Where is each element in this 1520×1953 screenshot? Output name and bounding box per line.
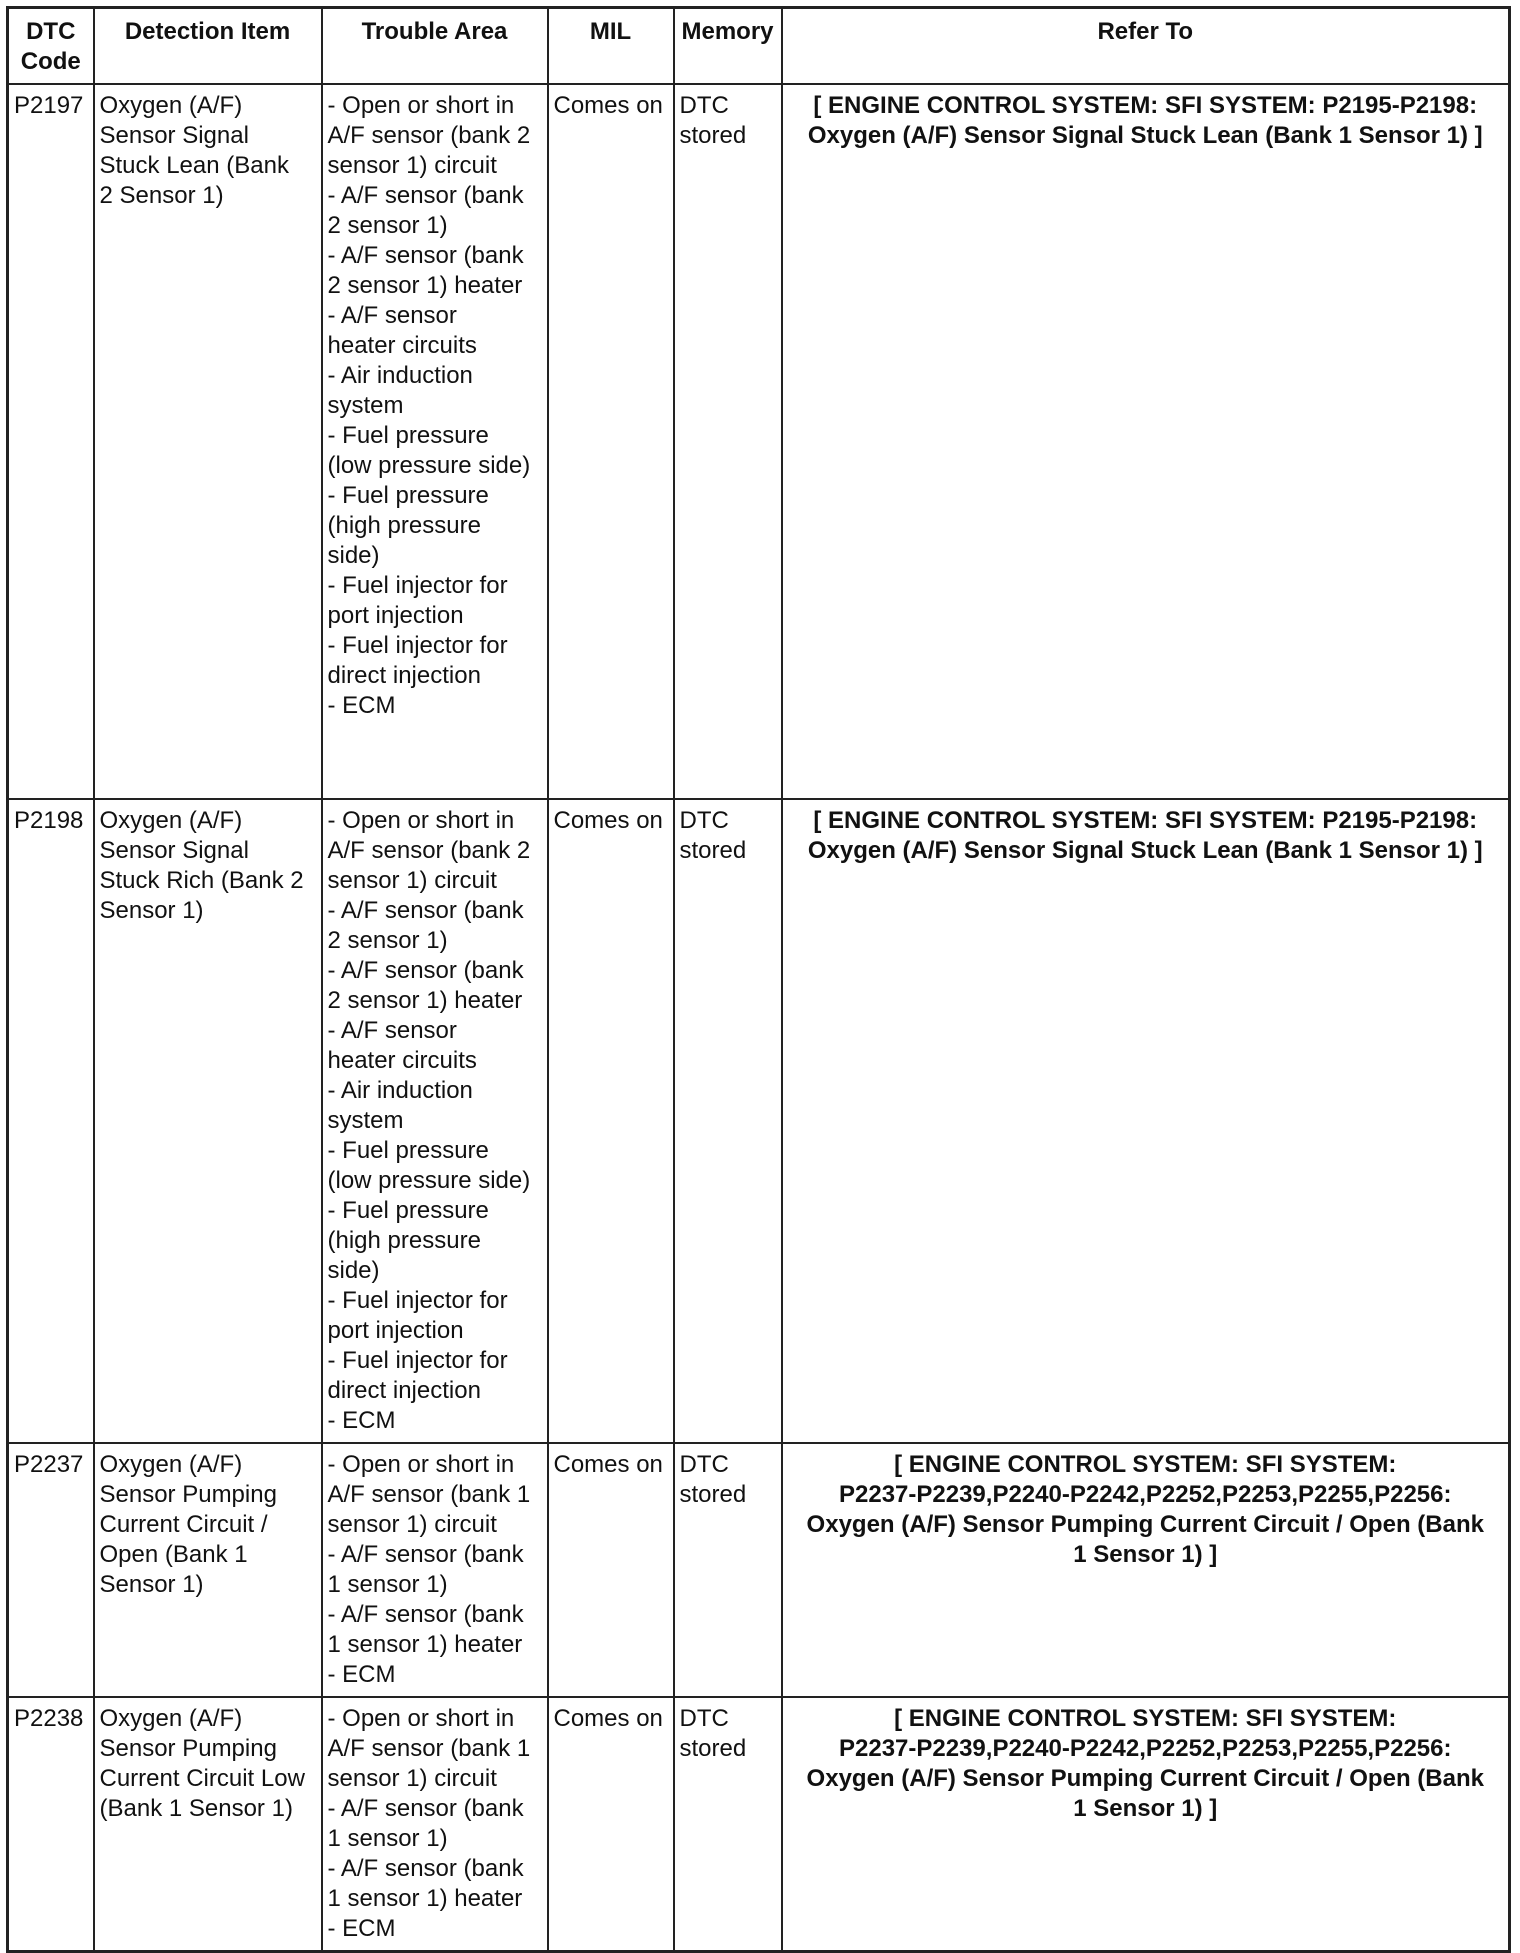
header-dtc-code-line: DTC (26, 18, 76, 45)
trouble-area-line: (low pressure side) (327, 452, 531, 479)
trouble-area-line: - Open or short in (327, 92, 515, 119)
trouble-area-line: port injection (327, 1317, 464, 1344)
trouble-area-cell (322, 799, 548, 1443)
header-dtc-code-line: Code (20, 48, 81, 75)
trouble-area-line: - Fuel pressure (327, 1197, 489, 1224)
table-row (8, 799, 1510, 1443)
detection-item-cell (94, 84, 322, 799)
memory-line: stored (679, 122, 747, 149)
trouble-area-line: - A/F sensor (bank (327, 1601, 524, 1628)
trouble-area-line: port injection (327, 602, 464, 629)
trouble-area-line: heater circuits (327, 332, 477, 359)
trouble-area-line: A/F sensor (bank 2 (327, 122, 531, 149)
trouble-area-line: sensor 1) circuit (327, 152, 497, 179)
refer-to-line: 1 Sensor 1) ] (1073, 1541, 1218, 1568)
memory-cell (674, 84, 782, 799)
trouble-area-line: side) (327, 1257, 380, 1284)
trouble-area-line: (high pressure (327, 512, 481, 539)
refer-to-line: Oxygen (A/F) Sensor Signal Stuck Lean (Bank 1 Sensor 1) ] (807, 837, 1483, 864)
header-dtc-code (8, 8, 94, 85)
trouble-area-line: heater circuits (327, 1047, 477, 1074)
dtc-code-cell: P2198 (8, 799, 94, 1443)
detection-item-line: Current Circuit Low (99, 1765, 305, 1792)
memory-line: DTC (679, 807, 729, 834)
trouble-area-line: 1 sensor 1) (327, 1571, 448, 1598)
refer-to-link[interactable] (782, 1443, 1510, 1697)
header-refer-to: Refer To (782, 8, 1510, 85)
table-row (8, 84, 1510, 799)
trouble-area-line: direct injection (327, 1377, 481, 1404)
trouble-area-line: A/F sensor (bank 2 (327, 837, 531, 864)
header-memory: Memory (674, 8, 782, 85)
refer-to-link[interactable] (782, 84, 1510, 799)
trouble-area-line: sensor 1) circuit (327, 1511, 497, 1538)
trouble-area-line: - Fuel pressure (327, 1137, 489, 1164)
memory-cell (674, 1697, 782, 1952)
trouble-area-line: - A/F sensor (bank (327, 897, 524, 924)
trouble-area-cell (322, 84, 548, 799)
dtc-code-cell: P2237 (8, 1443, 94, 1697)
detection-item-line: 2 Sensor 1) (99, 182, 224, 209)
trouble-area-line: 2 sensor 1) (327, 212, 448, 239)
refer-to-link[interactable] (782, 799, 1510, 1443)
dtc-code-cell: P2238 (8, 1697, 94, 1952)
trouble-area-line: - A/F sensor (bank (327, 1541, 524, 1568)
detection-item-line: Oxygen (A/F) (99, 807, 243, 834)
trouble-area-line: - Open or short in (327, 1705, 515, 1732)
header-detection-item: Detection Item (94, 8, 322, 85)
refer-to-line: Oxygen (A/F) Sensor Pumping Current Circuit / Open (Bank (806, 1511, 1484, 1538)
refer-to-line: P2237-P2239,P2240-P2242,P2252,P2253,P2255,P2256: (838, 1481, 1452, 1508)
refer-to-link[interactable] (782, 1697, 1510, 1952)
refer-to-line: [ ENGINE CONTROL SYSTEM: SFI SYSTEM: (894, 1705, 1397, 1732)
header-mil: MIL (548, 8, 674, 85)
detection-item-line: Oxygen (A/F) (99, 92, 243, 119)
memory-cell (674, 1443, 782, 1697)
trouble-area-line: A/F sensor (bank 1 (327, 1735, 531, 1762)
memory-line: stored (679, 1481, 747, 1508)
mil-cell: Comes on (548, 1443, 674, 1697)
memory-line: DTC (679, 1451, 729, 1478)
trouble-area-line: - ECM (327, 1407, 396, 1434)
refer-to-line: [ ENGINE CONTROL SYSTEM: SFI SYSTEM: P2195-P2198: (813, 807, 1478, 834)
detection-item-line: Sensor 1) (99, 1571, 204, 1598)
trouble-area-line: - Open or short in (327, 1451, 515, 1478)
table-row (8, 1443, 1510, 1697)
trouble-area-line: - A/F sensor (bank (327, 242, 524, 269)
detection-item-line: Current Circuit / (99, 1511, 268, 1538)
trouble-area-line: system (327, 1107, 404, 1134)
trouble-area-line: - Fuel pressure (327, 422, 489, 449)
trouble-area-line: (high pressure (327, 1227, 481, 1254)
trouble-area-line: 2 sensor 1) heater (327, 272, 523, 299)
trouble-area-line: side) (327, 542, 380, 569)
detection-item-line: (Bank 1 Sensor 1) (99, 1795, 293, 1822)
refer-to-line: [ ENGINE CONTROL SYSTEM: SFI SYSTEM: P2195-P2198: (813, 92, 1478, 119)
trouble-area-line: (low pressure side) (327, 1167, 531, 1194)
memory-line: stored (679, 837, 747, 864)
refer-to-line: P2237-P2239,P2240-P2242,P2252,P2253,P2255,P2256: (838, 1735, 1452, 1762)
trouble-area-line: - A/F sensor (bank (327, 182, 524, 209)
trouble-area-line: A/F sensor (bank 1 (327, 1481, 531, 1508)
detection-item-line: Sensor Pumping (99, 1481, 277, 1508)
detection-item-line: Stuck Lean (Bank (99, 152, 289, 179)
trouble-area-line: - Open or short in (327, 807, 515, 834)
trouble-area-line: - A/F sensor (bank (327, 957, 524, 984)
detection-item-line: Sensor Signal (99, 837, 249, 864)
trouble-area-line: - Fuel injector for (327, 1347, 508, 1374)
mil-cell: Comes on (548, 1697, 674, 1952)
refer-to-line: Oxygen (A/F) Sensor Signal Stuck Lean (Bank 1 Sensor 1) ] (807, 122, 1483, 149)
trouble-area-line: sensor 1) circuit (327, 867, 497, 894)
trouble-area-line: - Fuel injector for (327, 572, 508, 599)
trouble-area-line: - A/F sensor (327, 302, 457, 329)
detection-item-line: Open (Bank 1 (99, 1541, 248, 1568)
header-row (8, 8, 1510, 85)
detection-item-cell (94, 1443, 322, 1697)
trouble-area-line: - A/F sensor (bank (327, 1795, 524, 1822)
mil-cell: Comes on (548, 799, 674, 1443)
dtc-code-cell: P2197 (8, 84, 94, 799)
trouble-area-line: - Air induction (327, 362, 473, 389)
trouble-area-line: - A/F sensor (bank (327, 1855, 524, 1882)
memory-line: DTC (679, 1705, 729, 1732)
detection-item-line: Sensor Signal (99, 122, 249, 149)
detection-item-line: Oxygen (A/F) (99, 1705, 243, 1732)
header-trouble-area: Trouble Area (322, 8, 548, 85)
trouble-area-line: - ECM (327, 692, 396, 719)
trouble-area-line: 1 sensor 1) (327, 1825, 448, 1852)
detection-item-cell (94, 799, 322, 1443)
trouble-area-cell (322, 1443, 548, 1697)
memory-line: stored (679, 1735, 747, 1762)
detection-item-line: Oxygen (A/F) (99, 1451, 243, 1478)
trouble-area-line: 1 sensor 1) heater (327, 1631, 523, 1658)
mil-cell: Comes on (548, 84, 674, 799)
trouble-area-line: - Fuel injector for (327, 632, 508, 659)
trouble-area-line: sensor 1) circuit (327, 1765, 497, 1792)
trouble-area-line: - Air induction (327, 1077, 473, 1104)
trouble-area-line: 2 sensor 1) (327, 927, 448, 954)
trouble-area-line: - ECM (327, 1915, 396, 1942)
trouble-area-line: - A/F sensor (327, 1017, 457, 1044)
refer-to-line: 1 Sensor 1) ] (1073, 1795, 1218, 1822)
memory-cell (674, 799, 782, 1443)
table-row (8, 1697, 1510, 1952)
trouble-area-line: direct injection (327, 662, 481, 689)
memory-line: DTC (679, 92, 729, 119)
refer-to-line: [ ENGINE CONTROL SYSTEM: SFI SYSTEM: (894, 1451, 1397, 1478)
detection-item-line: Sensor Pumping (99, 1735, 277, 1762)
trouble-area-line: - Fuel pressure (327, 482, 489, 509)
trouble-area-line: 2 sensor 1) heater (327, 987, 523, 1014)
dtc-table (6, 6, 1511, 1953)
detection-item-cell (94, 1697, 322, 1952)
trouble-area-line: - Fuel injector for (327, 1287, 508, 1314)
detection-item-line: Sensor 1) (99, 897, 204, 924)
trouble-area-line: 1 sensor 1) heater (327, 1885, 523, 1912)
detection-item-line: Stuck Rich (Bank 2 (99, 867, 304, 894)
trouble-area-cell (322, 1697, 548, 1952)
trouble-area-line: - ECM (327, 1661, 396, 1688)
refer-to-line: Oxygen (A/F) Sensor Pumping Current Circuit / Open (Bank (806, 1765, 1484, 1792)
trouble-area-line: system (327, 392, 404, 419)
